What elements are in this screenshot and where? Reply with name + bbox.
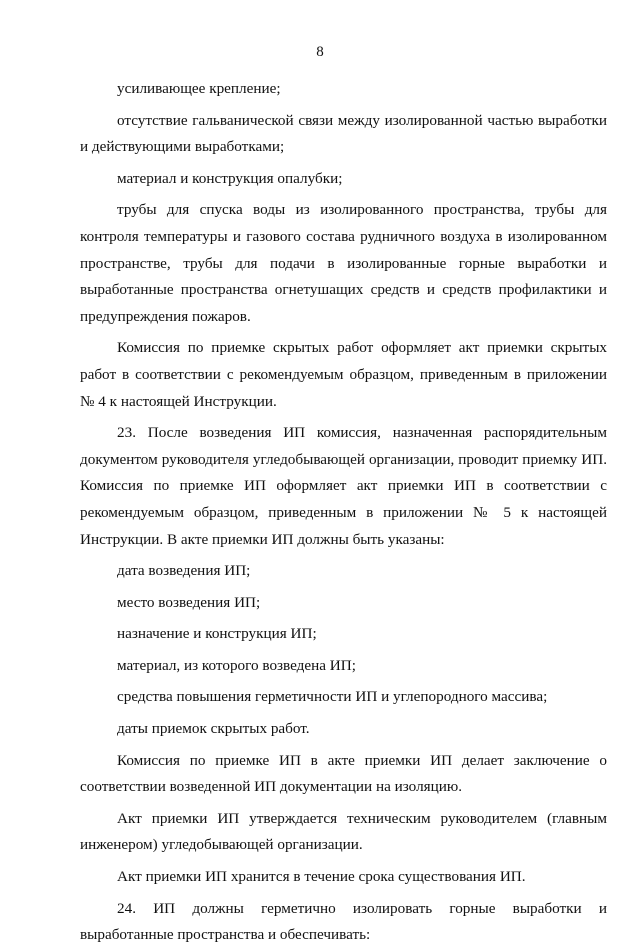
list-item: место возведения ИП; — [117, 593, 261, 611]
paragraph: Комиссия по приемке ИП в акте приемки ИП делает заключение о соответствии возведенной ИП документации на изоляцию. — [80, 751, 607, 796]
clause-23: 23. После возведения ИП комиссия, назначенная распорядительным документом руководителя угледобывающей организации, проводит приемку ИП. Комиссия по приемке ИП оформляет акт приемки ИП в соответствии с рекомендуемым образцом, приведенным в приложении № 5 к настоящей Инструкции. В акте приемки ИП должны быть указаны: — [80, 424, 607, 548]
list-item: материал и конструкция опалубки; — [117, 169, 343, 187]
paragraph: Акт приемки ИП хранится в течение срока существования ИП. — [117, 868, 526, 886]
list-item: усиливающее крепление; — [117, 80, 281, 97]
list-item: трубы для спуска воды из изолированного пространства, трубы для контроля температуры и газового состава рудничного воздуха в изолированном пространстве, трубы для подачи в изолированные горные выработки и выработанные пространства огнетушащих средств и средств профилактики и предупреждения пожаров. — [80, 201, 607, 325]
paragraph: Акт приемки ИП утверждается техническим руководителем (главным инженером) угледобывающей организации. — [80, 809, 607, 854]
list-item: материал, из которого возведена ИП; — [117, 656, 356, 674]
list-item: средства повышения герметичности ИП и углепородного массива; — [117, 688, 548, 706]
list-item: отсутствие гальванической связи между изолированной частью выработки и действующими выработками; — [80, 111, 607, 156]
page-number: 8 — [316, 44, 324, 60]
list-item: дата возведения ИП; — [117, 562, 251, 580]
clause-24: 24. ИП должны герметично изолировать горные выработки и выработанные пространства и обеспечивать: — [80, 899, 607, 944]
list-item: назначение и конструкция ИП; — [117, 625, 317, 643]
document-body — [80, 76, 607, 949]
paragraph: Комиссия по приемке скрытых работ оформляет акт приемки скрытых работ в соответствии с рекомендуемым образцом, приведенным в приложении № 4 к настоящей Инструкции. — [80, 339, 607, 410]
list-item: даты приемок скрытых работ. — [117, 720, 310, 738]
